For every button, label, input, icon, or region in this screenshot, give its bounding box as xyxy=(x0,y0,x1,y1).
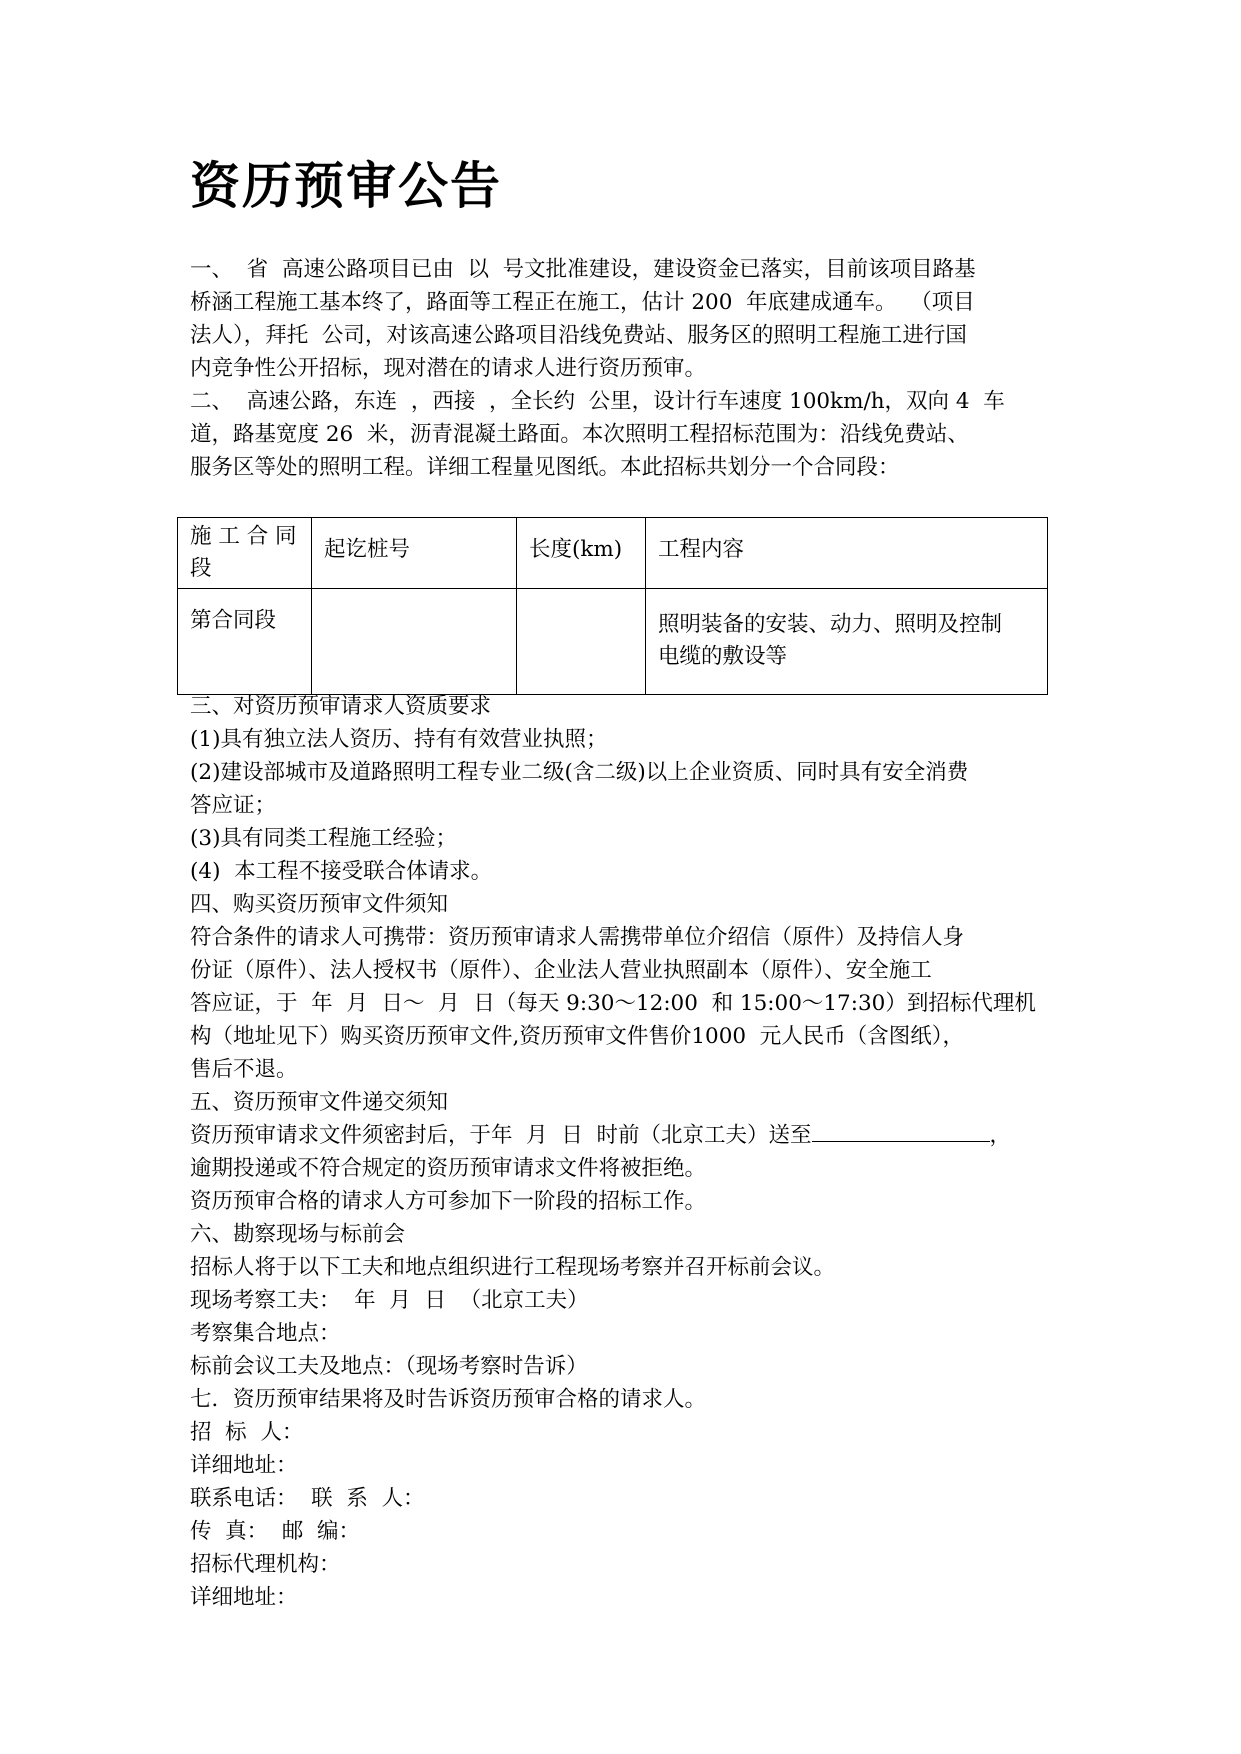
section-5-line xyxy=(190,1119,1011,1152)
table-row xyxy=(178,589,1048,695)
section-1-line: 内竞争性公开招标，现对潜在的请求人进行资历预审。 xyxy=(190,356,707,381)
section-4-line: 构（地址见下）购买资历预审文件,资历预审文件售价1000 元人民币（含图纸）， xyxy=(190,1024,964,1049)
table-cell: 第合同段 xyxy=(178,589,312,695)
section-4-line: 符合条件的请求人可携带：资历预审请求人需携带单位介绍信（原件）及持信人身 xyxy=(190,925,965,950)
section-3-line: (4) 本工程不接受联合体请求。 xyxy=(190,859,493,884)
section-5-line: 资历预审合格的请求人方可参加下一阶段的招标工作。 xyxy=(190,1189,707,1214)
section-6-line: 六、勘察现场与标前会 xyxy=(190,1222,406,1247)
section-5-line-suffix: ， xyxy=(989,1123,1012,1148)
section-4-line: 售后不退。 xyxy=(190,1057,298,1082)
section-1-line: 桥涵工程施工基本终了，路面等工程正在施工，估计 200 年底建成通车。 （项目 xyxy=(190,290,975,315)
section-2-line: 二、 高速公路，东连 ，西接 ，全长约 公里，设计行车速度 100km/h，双向 4 车 xyxy=(190,389,1005,414)
contact-line: 联系电话： 联 系 人： xyxy=(190,1486,425,1511)
section-2-line: 道，路基宽度 26 米，沥青混凝土路面。本次照明工程招标范围为：沿线免费站、 xyxy=(190,422,969,447)
contract-table xyxy=(177,517,1048,695)
section-6-line: 标前会议工夫及地点：（现场考察时告诉） xyxy=(190,1354,588,1379)
section-5-line: 逾期投递或不符合规定的资历预审请求文件将被拒绝。 xyxy=(190,1156,707,1181)
table-header-row xyxy=(178,518,1048,589)
section-3-line: 答应证； xyxy=(190,793,277,818)
section-6-line: 考察集合地点： xyxy=(190,1321,341,1346)
section-5-heading: 五、资历预审文件递交须知 xyxy=(190,1090,449,1115)
contact-line: 招 标 人： xyxy=(190,1420,304,1445)
section-3-line: (3)具有同类工程施工经验； xyxy=(190,826,457,851)
section-3-line: 三、对资历预审请求人资质要求 xyxy=(190,694,492,719)
section-6-line: 招标人将于以下工夫和地点组织进行工程现场考察并召开标前会议。 xyxy=(190,1255,836,1280)
section-5-line-text: 资历预审请求文件须密封后，于年 月 日 时前（北京工夫）送至 xyxy=(190,1123,812,1148)
table-header-cell: 施 工 合 同 段 xyxy=(178,518,312,589)
table-header-cell: 长度(km) xyxy=(517,518,646,589)
table-header-cell: 工程内容 xyxy=(646,518,1048,589)
section-2-line: 服务区等处的照明工程。详细工程量见图纸。本此招标共划分一个合同段： xyxy=(190,455,900,480)
section-7-line: 七．资历预审结果将及时告诉资历预审合格的请求人。 xyxy=(190,1387,707,1412)
section-4-line: 四、购买资历预审文件须知 xyxy=(190,892,449,917)
contact-line: 传 真： 邮 编： xyxy=(190,1519,361,1544)
document-title: 资历预审公告 xyxy=(190,157,502,215)
section-6-line: 现场考察工夫： 年 月 日 （北京工夫） xyxy=(190,1288,589,1313)
section-4-line: 答应证，于 年 月 日～ 月 日（每天 9:30～12:00 和 15:00～17:30）到招标代理机 xyxy=(190,991,1036,1016)
section-4-line: 份证（原件）、法人授权书（原件）、企业法人营业执照副本（原件）、安全施工 xyxy=(190,958,932,983)
section-3-line: (1)具有独立法人资历、持有有效营业执照； xyxy=(190,727,608,752)
table-header-cell: 起讫桩号 xyxy=(312,518,517,589)
section-1-line: 一、 省 高速公路项目已由 以 号文批准建设，建设资金已落实，目前该项目路基 xyxy=(190,257,976,282)
table-cell xyxy=(312,589,517,695)
contact-line: 详细地址： xyxy=(190,1585,298,1610)
section-3-line: (2)建设部城市及道路照明工程专业二级(含二级)以上企业资质、同时具有安全消费 xyxy=(190,760,969,785)
table-cell: 照明装备的安装、动力、照明及控制 电缆的敷设等 xyxy=(646,589,1048,695)
section-1-line: 法人），拜托 公司，对该高速公路项目沿线免费站、服务区的照明工程施工进行国 xyxy=(190,323,967,348)
blank-underline xyxy=(812,1119,990,1142)
contact-line: 招标代理机构： xyxy=(190,1552,341,1577)
table-cell xyxy=(517,589,646,695)
contact-line: 详细地址： xyxy=(190,1453,298,1478)
